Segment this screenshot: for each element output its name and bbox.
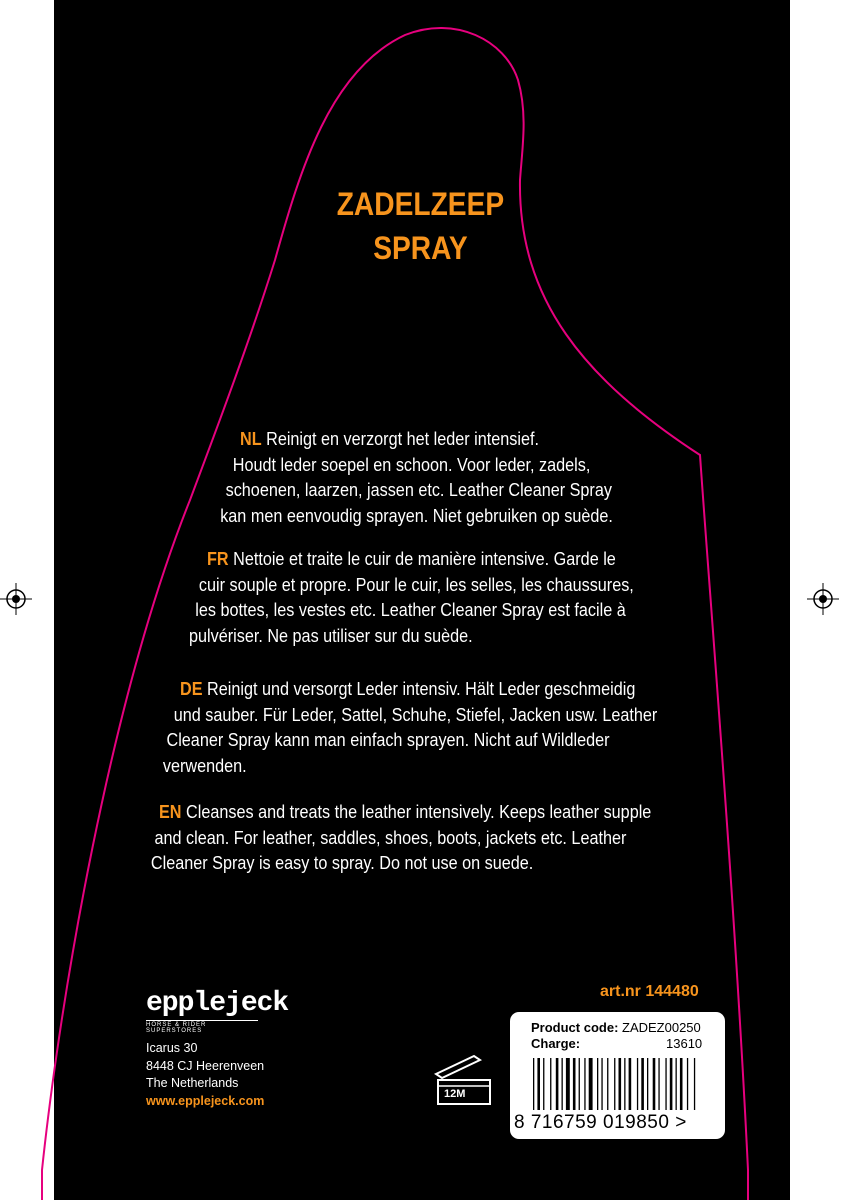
description-line: cuir souple et propre. Pour le cuir, les selles, les chaussures, [198,574,634,595]
barcode-bar [533,1058,534,1110]
barcode-bar [637,1058,638,1110]
registration-mark-right [807,583,839,615]
barcode [533,1058,713,1110]
description-de [162,677,658,779]
lang-code-nl: NL [240,429,262,449]
barcode-bar [601,1058,602,1110]
pao-label: 12M [444,1088,466,1100]
address-line: 8448 CJ Heerenveen [146,1058,265,1073]
barcode-bar [543,1058,544,1110]
product-info-box [510,1012,725,1139]
barcode-bar [624,1058,625,1110]
barcode-bar [614,1058,615,1110]
description-line: und sauber. Für Leder, Sattel, Schuhe, Stiefel, Jacken usw. Leather [173,704,658,725]
description-nl [220,427,613,529]
barcode-bar [579,1058,580,1110]
address-line: Icarus 30 [146,1041,198,1055]
barcode-bar [584,1058,585,1110]
product-code-value: ZADEZ00250 [622,1020,701,1035]
lang-code-en: EN [159,802,182,822]
barcode-bar [687,1058,688,1110]
barcode-bar [556,1058,559,1110]
address-line: The Netherlands [146,1076,239,1090]
barcode-bar [680,1058,683,1110]
description-line: kan men eenvoudig sprayen. Niet gebruiken op suède. [220,505,613,526]
description-en [150,800,652,877]
description-line: schoenen, laarzen, jassen etc. Leather Cleaner Spray [225,480,612,500]
barcode-bar [562,1058,563,1110]
barcode-bar [665,1058,666,1110]
charge-value: 13610 [666,1036,703,1051]
barcode-bar [641,1058,644,1110]
description-line: pulvériser. Ne pas utiliser sur du suède. [189,625,473,646]
lang-code-fr: FR [207,549,229,569]
barcode-bar [537,1058,540,1110]
barcode-bar [647,1058,648,1110]
barcode-bar [676,1058,677,1110]
barcode-bar [566,1058,570,1110]
barcode-bar [670,1058,673,1110]
barcode-digits: 8 716759 019850 > [514,1112,687,1133]
description-line: les bottes, les vestes etc. Leather Cleaner Spray est facile à [195,600,626,620]
lang-code-de: DE [180,679,203,699]
description-line: Cleaner Spray is easy to spray. Do not use on suede. [150,853,534,873]
barcode-bar [607,1058,608,1110]
barcode-bar [694,1058,695,1110]
description-fr [189,547,634,649]
brand-logo-text: epplejeck [146,988,289,1019]
pao-symbol [432,1052,502,1115]
description-line: Houdt leder soepel en schoon. Voor leder, zadels, [232,454,591,475]
article-number: art.nr 144480 [600,983,699,1000]
description-line: Reinigt en verzorgt het leder intensief. [266,429,539,449]
registration-mark-left [0,583,32,615]
brand-tagline: HORSE & RIDER SUPERSTORES [146,1020,258,1034]
product-title-line2: SPRAY [373,230,468,266]
open-jar-icon [432,1052,502,1110]
barcode-bar [658,1058,659,1110]
description-line: and clean. For leather, saddles, shoes, boots, jackets etc. Leather [154,827,627,848]
barcode-bar [589,1058,593,1110]
barcode-bar [597,1058,598,1110]
barcode-bar [573,1058,576,1110]
brand-address [146,1040,264,1110]
charge-label: Charge: [531,1036,581,1051]
brand-logo [146,990,288,1034]
product-title-line1: ZADELZEEP [336,186,505,222]
product-title [50,182,790,270]
website-link[interactable]: www.epplejeck.com [146,1093,265,1108]
barcode-bar [629,1058,632,1110]
barcode-bar [550,1058,551,1110]
description-line: Nettoie et traite le cuir de manière intensive. Garde le [233,549,616,569]
description-line: Cleanses and treats the leather intensively. Keeps leather supple [186,802,652,822]
description-line: verwenden. [162,755,247,776]
barcode-bar [619,1058,622,1110]
barcode-bar [653,1058,656,1110]
description-line: Cleaner Spray kann man einfach sprayen. Nicht auf Wildleder [166,730,610,750]
product-code-label: Product code: [531,1020,619,1035]
description-line: Reinigt und versorgt Leder intensiv. Hält Leder geschmeidig [207,679,636,699]
